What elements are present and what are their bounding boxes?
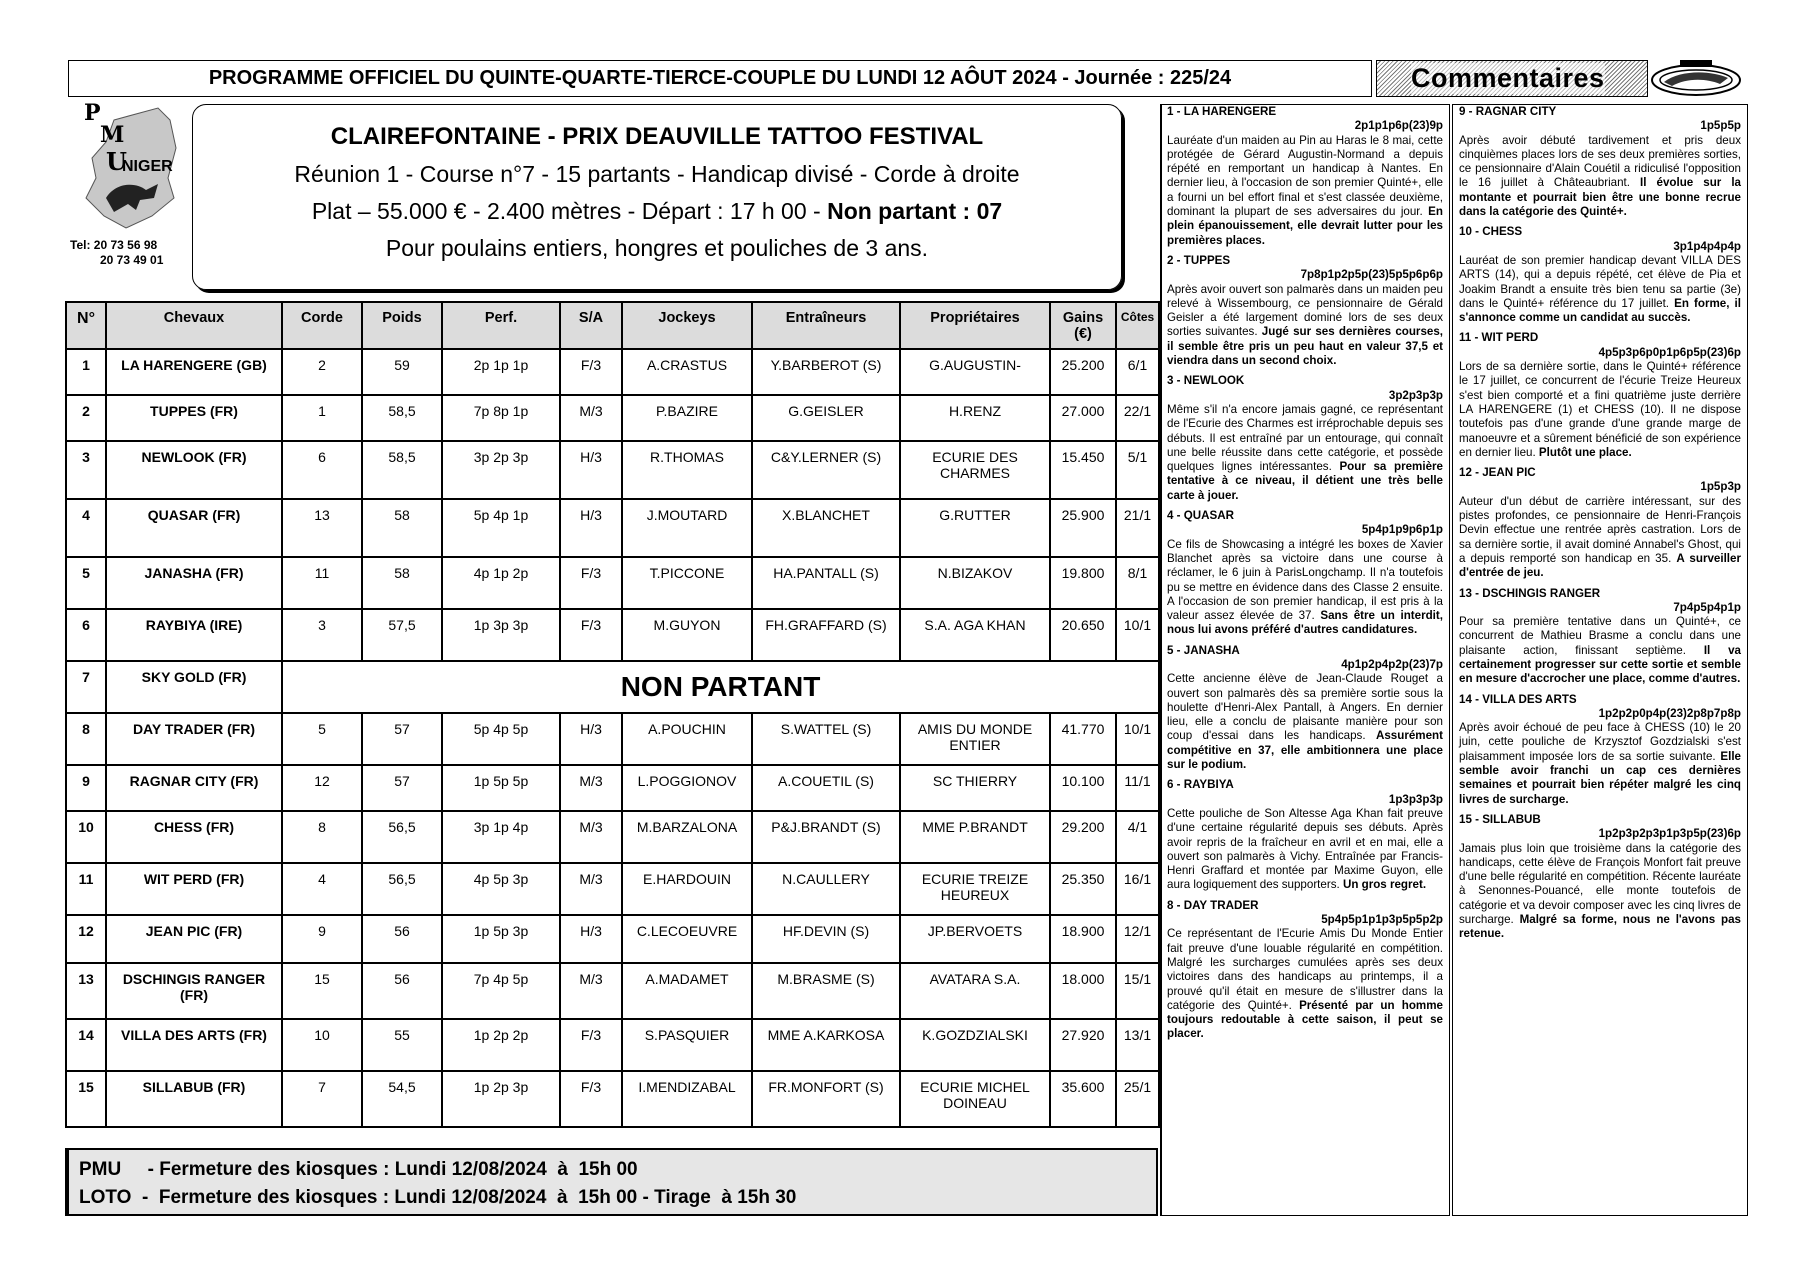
contact-phones: [70, 238, 190, 268]
comment-text: [1459, 495, 1741, 581]
comment-verdict: Malgré sa forme, nous ne l'avons pas retenue.: [1459, 913, 1741, 941]
cell-cheval: NEWLOOK (FR): [106, 441, 282, 499]
cell-num: 2: [66, 395, 106, 441]
cell-poids: 55: [362, 1019, 442, 1071]
cell-num: 6: [66, 609, 106, 661]
cell-proprietaire: K.GOZDZIALSKI: [900, 1019, 1050, 1071]
cell-jockey: S.PASQUIER: [622, 1019, 752, 1071]
table-row: [66, 441, 1159, 499]
cell-gains: 41.770: [1050, 713, 1116, 765]
table-row: [66, 1071, 1159, 1127]
cell-proprietaire: G.RUTTER: [900, 499, 1050, 557]
cell-jockey: I.MENDIZABAL: [622, 1071, 752, 1127]
comment-horse-heading: 6 - RAYBIYA: [1167, 778, 1234, 792]
loto-closing: LOTO - Fermeture des kiosques : Lundi 12/08/2024 à 15h 00 - Tirage à 15h 30: [79, 1187, 797, 1208]
cell-cote: 10/1: [1116, 609, 1159, 661]
table-row: [66, 713, 1159, 765]
comment-performances: 3p1p4p4p4p: [1673, 239, 1741, 253]
cell-perf: 1p 5p 5p: [442, 765, 560, 811]
cell-cote: 6/1: [1116, 349, 1159, 395]
cell-sa: M/3: [560, 863, 622, 915]
logo-letter-p: P: [84, 100, 101, 126]
cell-poids: 58,5: [362, 441, 442, 499]
cell-gains: 20.650: [1050, 609, 1116, 661]
cell-cheval: QUASAR (FR): [106, 499, 282, 557]
cell-cheval: TUPPES (FR): [106, 395, 282, 441]
cell-entraineur: G.GEISLER: [752, 395, 900, 441]
cell-poids: 57: [362, 713, 442, 765]
comment-item: [1167, 644, 1443, 773]
cell-num: 15: [66, 1071, 106, 1127]
cell-gains: 35.600: [1050, 1071, 1116, 1127]
comment-text: [1167, 672, 1443, 772]
col-header-proprietaires: Propriétaires: [900, 302, 1050, 349]
comment-horse-heading: 13 - DSCHINGIS RANGER: [1459, 586, 1601, 600]
table-row: [66, 1019, 1159, 1071]
comment-verdict: Assurément compétitive en 37, elle ambitionnera une place sur le podium.: [1167, 729, 1443, 772]
race-details: Réunion 1 - Course n°7 - 15 partants - Handicap divisé - Corde à droite: [294, 161, 1020, 187]
cell-perf: 4p 1p 2p: [442, 557, 560, 609]
cell-gains: 19.800: [1050, 557, 1116, 609]
cell-perf: 3p 2p 3p: [442, 441, 560, 499]
cell-sa: M/3: [560, 765, 622, 811]
cell-poids: 58: [362, 557, 442, 609]
cell-jockey: A.POUCHIN: [622, 713, 752, 765]
col-header-entraineurs: Entraîneurs: [752, 302, 900, 349]
comment-text: [1167, 538, 1443, 638]
table-row: [66, 499, 1159, 557]
comment-item: [1167, 254, 1443, 368]
comment-body: Lauréat de son premier handicap devant VILLA DES ARTS (14), qui a depuis répété, cet élève de Pia et Joakim Brandt a ensuite très bien tenu sa partie (3e) dans le Quinté+ référence du 17 juillet.: [1459, 253, 1741, 310]
cell-sa: F/3: [560, 349, 622, 395]
cell-entraineur: N.CAULLERY: [752, 863, 900, 915]
cell-perf: 5p 4p 5p: [442, 713, 560, 765]
cell-poids: 56,5: [362, 863, 442, 915]
cell-num: 13: [66, 963, 106, 1019]
cell-num: 1: [66, 349, 106, 395]
comment-body: Jamais plus loin que troisième dans la catégorie des handicaps, cette élève de François Monfort fait preuve d'une belle régularité en compétition. Récente lauréate à Senonnes-Pouancé, elle monte toutefois de catégorie et va devoir composer avec les cinq livres de surcharge.: [1459, 841, 1741, 927]
cell-gains: 27.000: [1050, 395, 1116, 441]
cell-poids: 56,5: [362, 811, 442, 863]
logo-niger: NIGER: [122, 158, 173, 175]
commentaires-title: Commentaires: [1411, 63, 1605, 93]
comments-column-1: [1160, 104, 1450, 1216]
comment-performances: 7p8p1p2p5p(23)5p5p6p6p: [1300, 268, 1443, 282]
cell-perf: 2p 1p 1p: [442, 349, 560, 395]
cell-gains: 29.200: [1050, 811, 1116, 863]
cell-entraineur: A.COUETIL (S): [752, 765, 900, 811]
cell-entraineur: HA.PANTALL (S): [752, 557, 900, 609]
comment-horse-heading: 3 - NEWLOOK: [1167, 374, 1245, 388]
comment-text: [1167, 283, 1443, 369]
cell-corde: 1: [282, 395, 362, 441]
comment-horse-heading: 14 - VILLA DES ARTS: [1459, 692, 1577, 706]
cell-entraineur: C&Y.LERNER (S): [752, 441, 900, 499]
cell-cheval: SKY GOLD (FR): [106, 661, 282, 713]
cell-proprietaire: ECURIE TREIZE HEUREUX: [900, 863, 1050, 915]
table-row: [66, 765, 1159, 811]
phone-1: Tel: 20 73 56 98: [70, 238, 158, 252]
cell-sa: M/3: [560, 395, 622, 441]
cell-proprietaire: G.AUGUSTIN-: [900, 349, 1050, 395]
cell-cote: 22/1: [1116, 395, 1159, 441]
cell-proprietaire: H.RENZ: [900, 395, 1050, 441]
cell-poids: 57,5: [362, 609, 442, 661]
col-header-jockeys: Jockeys: [622, 302, 752, 349]
table-row: [66, 349, 1159, 395]
cell-sa: F/3: [560, 1019, 622, 1071]
comment-text: [1167, 807, 1443, 893]
cell-poids: 56: [362, 915, 442, 963]
comment-verdict: En forme, il s'annonce comme un candidat au succès.: [1459, 296, 1741, 325]
comment-item: [1167, 899, 1443, 1042]
comment-item: [1167, 509, 1443, 638]
comment-horse-heading: 9 - RAGNAR CITY: [1459, 105, 1557, 118]
cell-jockey: P.BAZIRE: [622, 395, 752, 441]
cell-entraineur: MME A.KARKOSA: [752, 1019, 900, 1071]
comment-verdict: Un gros regret.: [1342, 878, 1427, 892]
comment-body: Ce représentant de l'Ecurie Amis Du Monde Entier fait preuve d'une louable régularité en compétition. Malgré les surcharges cumulées après ses deux victoires dans des handicaps au printemps, il a prouvé qu'il était en mesure de s'illustrer dans la catégorie des Quinté+.: [1167, 927, 1443, 1012]
cell-jockey: E.HARDOUIN: [622, 863, 752, 915]
col-header-num: N°: [66, 302, 106, 349]
cell-corde: 11: [282, 557, 362, 609]
cell-proprietaire: AMIS DU MONDE ENTIER: [900, 713, 1050, 765]
cell-poids: 58,5: [362, 395, 442, 441]
cell-num: 10: [66, 811, 106, 863]
cell-cheval: WIT PERD (FR): [106, 863, 282, 915]
table-row: [66, 811, 1159, 863]
lonani-logo-icon: [1650, 58, 1742, 98]
comment-verdict: Plutôt une place.: [1538, 445, 1632, 459]
cell-entraineur: X.BLANCHET: [752, 499, 900, 557]
comment-item: [1459, 587, 1741, 687]
cell-cote: 13/1: [1116, 1019, 1159, 1071]
cell-entraineur: P&J.BRANDT (S): [752, 811, 900, 863]
cell-corde: 15: [282, 963, 362, 1019]
col-header-sa: S/A: [560, 302, 622, 349]
comment-performances: 7p4p5p4p1p: [1673, 600, 1741, 614]
col-header-poids: Poids: [362, 302, 442, 349]
cell-sa: F/3: [560, 609, 622, 661]
cell-jockey: C.LECOEUVRE: [622, 915, 752, 963]
comment-performances: 1p2p2p0p4p(23)2p8p7p8p: [1598, 706, 1741, 720]
cell-cote: 5/1: [1116, 441, 1159, 499]
cell-cote: 11/1: [1116, 765, 1159, 811]
comment-performances: 5p4p5p1p1p3p5p5p2p: [1321, 913, 1443, 927]
table-row: [66, 661, 1159, 713]
cell-proprietaire: MME P.BRANDT: [900, 811, 1050, 863]
cell-sa: F/3: [560, 1071, 622, 1127]
cell-num: 11: [66, 863, 106, 915]
cell-corde: 10: [282, 1019, 362, 1071]
cell-entraineur: M.BRASME (S): [752, 963, 900, 1019]
comment-item: [1459, 105, 1741, 219]
col-header-gains: Gains (€): [1050, 302, 1116, 349]
comment-body: Lauréate d'un maiden au Pin au Haras le 8 mai, cette protégée de Gérard Augustin-Normand a depuis répété en remportant un handicap à Nantes. En dernier lieu, à l'occasion de son premier Quinté+, elle a fourni un bel effort final et s'est classée deuxième, dominant la plupart de ses adversaires du jour.: [1167, 133, 1443, 219]
comment-item: [1167, 105, 1443, 248]
cell-poids: 58: [362, 499, 442, 557]
cell-perf: 1p 3p 3p: [442, 609, 560, 661]
cell-cote: 8/1: [1116, 557, 1159, 609]
cell-num: 5: [66, 557, 106, 609]
comment-horse-heading: 12 - JEAN PIC: [1459, 466, 1536, 480]
non-partant-cell: NON PARTANT: [282, 661, 1159, 713]
cell-num: 14: [66, 1019, 106, 1071]
commentaires-header: [1376, 60, 1648, 97]
comment-body: Ce fils de Showcasing a intégré les boxes de Xavier Blanchet après sa victoire dans une course à réclamer, le 6 juin à ParisLongchamp. Il n'a toutefois pu se mettre en évidence dans des Classe 2 ensuite. A l'occasion de son premier handicap, il est pris à la valeur assez élevée de 37.: [1167, 537, 1443, 623]
comment-verdict: Pour sa première tentative à ce niveau, il détient une très belle carte à jouer.: [1167, 460, 1443, 502]
cell-num: 3: [66, 441, 106, 499]
programme-title: PROGRAMME OFFICIEL DU QUINTE-QUARTE-TIERCE-COUPLE DU LUNDI 12 AÔUT 2024 - Journée : 225/24: [68, 60, 1372, 97]
cell-corde: 9: [282, 915, 362, 963]
cell-perf: 7p 8p 1p: [442, 395, 560, 441]
cell-sa: H/3: [560, 915, 622, 963]
table-row: [66, 395, 1159, 441]
comment-verdict: Présenté par un homme toujours redoutable à cette saison, il peut se placer.: [1167, 998, 1443, 1041]
cell-jockey: J.MOUTARD: [622, 499, 752, 557]
table-row: [66, 609, 1159, 661]
cell-jockey: A.CRASTUS: [622, 349, 752, 395]
cell-proprietaire: N.BIZAKOV: [900, 557, 1050, 609]
cell-proprietaire: ECURIE MICHEL DOINEAU: [900, 1071, 1050, 1127]
cell-poids: 56: [362, 963, 442, 1019]
cell-corde: 8: [282, 811, 362, 863]
comment-performances: 5p4p1p9p6p1p: [1361, 523, 1443, 537]
cell-jockey: M.GUYON: [622, 609, 752, 661]
comment-verdict: Il va certainement progresser sur cette sortie et semble en mesure d'accrocher une place, comme d'autres.: [1459, 643, 1742, 686]
comment-performances: 2p1p1p6p(23)9p: [1354, 119, 1443, 133]
comment-item: [1459, 225, 1741, 325]
cell-cote: 4/1: [1116, 811, 1159, 863]
cell-entraineur: FR.MONFORT (S): [752, 1071, 900, 1127]
cell-corde: 5: [282, 713, 362, 765]
cell-perf: 4p 5p 3p: [442, 863, 560, 915]
cell-corde: 2: [282, 349, 362, 395]
cell-gains: 25.900: [1050, 499, 1116, 557]
comment-performances: 4p1p2p4p2p(23)7p: [1341, 657, 1443, 671]
cell-num: 9: [66, 765, 106, 811]
comments-column-2: [1452, 104, 1748, 1216]
cell-proprietaire: S.A. AGA KHAN: [900, 609, 1050, 661]
cell-gains: 18.000: [1050, 963, 1116, 1019]
comment-performances: 3p2p3p3p: [1388, 388, 1443, 402]
comment-item: [1459, 466, 1741, 580]
cell-gains: 18.900: [1050, 915, 1116, 963]
cell-corde: 13: [282, 499, 362, 557]
cell-perf: 7p 4p 5p: [442, 963, 560, 1019]
table-row: [66, 963, 1159, 1019]
comment-performances: 1p2p3p2p3p1p3p5p(23)6p: [1598, 827, 1741, 841]
cell-cheval: DAY TRADER (FR): [106, 713, 282, 765]
comment-text: [1459, 615, 1741, 686]
cell-entraineur: S.WATTEL (S): [752, 713, 900, 765]
comment-horse-heading: 1 - LA HARENGERE: [1167, 105, 1277, 118]
cell-gains: 27.920: [1050, 1019, 1116, 1071]
comment-body: Après avoir ouvert son palmarès dans un maiden peu relevé à Wissembourg, ce pensionnaire de Gérald Geisler a été largement dominé lors de ses deux sorties suivantes.: [1167, 282, 1443, 339]
cell-cheval: RAGNAR CITY (FR): [106, 765, 282, 811]
comment-body: Après avoir débuté tardivement et pris deux cinquièmes places lors de ses deux premières sorties, ce pensionnaire d'Alain Couétil a ridiculisé l'opposition le 16 juillet à Châteaubriant.: [1459, 133, 1741, 190]
cell-cheval: RAYBIYA (IRE): [106, 609, 282, 661]
comment-verdict: Elle semble avoir franchi un cap ces dernières semaines et pourrait bien répéter malgré les cinq livres de surcharge.: [1459, 749, 1741, 806]
logo-letter-u: U: [106, 147, 127, 176]
cell-sa: M/3: [560, 963, 622, 1019]
comment-text: [1459, 254, 1741, 325]
comment-body: Lors de sa dernière sortie, dans le Quinté+ référence le 17 juillet, ce concurrent de l'écurie Treize Heureux s'est bien comporté et a fini quatrième juste derrière LA HARENGERE (1) et CHESS (10). Il ne dispose toutefois pas d'une grande d'une grande marge de manoeuvre et a sûrement bénéficié de son expérience en dernier lieu.: [1459, 360, 1741, 459]
comment-horse-heading: 11 - WIT PERD: [1459, 331, 1539, 345]
cell-gains: 25.200: [1050, 349, 1116, 395]
cell-sa: M/3: [560, 811, 622, 863]
cell-proprietaire: ECURIE DES CHARMES: [900, 441, 1050, 499]
comment-horse-heading: 5 - JANASHA: [1167, 643, 1240, 657]
comment-horse-heading: 2 - TUPPES: [1167, 253, 1231, 267]
cell-jockey: T.PICCONE: [622, 557, 752, 609]
cell-cheval: VILLA DES ARTS (FR): [106, 1019, 282, 1071]
cell-cheval: SILLABUB (FR): [106, 1071, 282, 1127]
comment-text: [1459, 721, 1741, 807]
col-header-chevaux: Chevaux: [106, 302, 282, 349]
cell-gains: 15.450: [1050, 441, 1116, 499]
comment-text: [1459, 134, 1741, 220]
cell-perf: 1p 2p 3p: [442, 1071, 560, 1127]
cell-cheval: LA HARENGERE (GB): [106, 349, 282, 395]
cell-cheval: CHESS (FR): [106, 811, 282, 863]
cell-cote: 12/1: [1116, 915, 1159, 963]
cell-jockey: M.BARZALONA: [622, 811, 752, 863]
col-header-perf: Perf.: [442, 302, 560, 349]
cell-corde: 12: [282, 765, 362, 811]
cell-perf: 5p 4p 1p: [442, 499, 560, 557]
cell-sa: H/3: [560, 499, 622, 557]
cell-corde: 3: [282, 609, 362, 661]
comment-verdict: En plein épanouissement, elle devrait lutter pour les premières places.: [1167, 205, 1443, 247]
phone-2: 20 73 49 01: [100, 253, 164, 267]
cell-cote: 21/1: [1116, 499, 1159, 557]
cell-entraineur: HF.DEVIN (S): [752, 915, 900, 963]
cell-cote: 10/1: [1116, 713, 1159, 765]
table-row: [66, 863, 1159, 915]
cell-corde: 4: [282, 863, 362, 915]
comment-body: Même s'il n'a encore jamais gagné, ce représentant de l'Ecurie des Charmes est irréprochable depuis ses débuts. Il est entraîné par un entourage, qui connaît une belle réussite dans cette catégorie, et possède quelques lignes intéressantes.: [1167, 402, 1443, 474]
comment-text: [1167, 927, 1443, 1041]
comment-body: Auteur d'un début de carrière intéressant, sur des pistes profondes, ce pensionnaire de Henri-François Devin effectue une rentrée après castration. Lors de sa dernière sortie, il avait dominé Annabel's Ghost, qui a depuis remporté son handicap en 35.: [1459, 494, 1741, 565]
race-info-box: [192, 104, 1122, 290]
cell-jockey: A.MADAMET: [622, 963, 752, 1019]
comment-text: [1459, 842, 1741, 942]
comment-performances: 1p5p5p: [1700, 119, 1741, 133]
comment-verdict: A surveiller d'entrée de jeu.: [1459, 551, 1741, 580]
kiosk-closing-footer: [65, 1148, 1158, 1216]
comment-text: [1167, 403, 1443, 503]
comment-item: [1459, 331, 1741, 460]
cell-corde: 7: [282, 1071, 362, 1127]
comment-verdict: Il évolue sur la montante et pourrait bien être une bonne recrue dans la catégorie des Quinté+.: [1459, 176, 1741, 219]
comment-horse-heading: 15 - SILLABUB: [1459, 812, 1541, 826]
cell-cheval: JEAN PIC (FR): [106, 915, 282, 963]
comment-body: Cette ancienne élève de Jean-Claude Rouget a ouvert son palmarès dès sa première sortie sous la houlette d'Henri-Alex Pantall, à Angers. En dernier lieu, elle a conclu de plaisante manière pour son coup d'essai dans les handicaps.: [1167, 672, 1443, 743]
comment-horse-heading: 10 - CHESS: [1459, 225, 1523, 239]
cell-proprietaire: SC THIERRY: [900, 765, 1050, 811]
cell-sa: F/3: [560, 557, 622, 609]
comment-horse-heading: 8 - DAY TRADER: [1167, 898, 1259, 912]
cell-proprietaire: AVATARA S.A.: [900, 963, 1050, 1019]
cell-proprietaire: JP.BERVOETS: [900, 915, 1050, 963]
non-partant-notice: Non partant : 07: [827, 198, 1003, 224]
cell-cote: 16/1: [1116, 863, 1159, 915]
table-row: [66, 915, 1159, 963]
cell-num: 4: [66, 499, 106, 557]
race-eligibility: Pour poulains entiers, hongres et pouliches de 3 ans.: [385, 235, 929, 261]
cell-entraineur: Y.BARBEROT (S): [752, 349, 900, 395]
cell-num: 8: [66, 713, 106, 765]
comment-body: Pour sa première tentative dans un Quinté+, ce concurrent de Mathieu Brasme a conclu dans une plaisante action, finissant septième.: [1459, 615, 1741, 657]
comment-item: [1459, 813, 1741, 942]
cell-cheval: DSCHINGIS RANGER (FR): [106, 963, 282, 1019]
cell-sa: H/3: [560, 713, 622, 765]
race-conditions: Plat – 55.000 € - 2.400 mètres - Départ : 17 h 00 - Non partant : 07: [311, 198, 1003, 224]
cell-poids: 57: [362, 765, 442, 811]
comment-performances: 4p5p3p6p0p1p6p5p(23)6p: [1598, 345, 1741, 359]
cell-poids: 59: [362, 349, 442, 395]
pmu-closing: PMU - Fermeture des kiosques : Lundi 12/08/2024 à 15h 00: [79, 1159, 638, 1180]
comment-performances: 1p5p3p: [1700, 480, 1741, 494]
cell-num: 12: [66, 915, 106, 963]
col-header-corde: Corde: [282, 302, 362, 349]
race-title: CLAIREFONTAINE - PRIX DEAUVILLE TATTOO FESTIVAL: [330, 123, 984, 150]
table-row: [66, 557, 1159, 609]
comment-item: [1459, 693, 1741, 807]
runners-table: [65, 301, 1160, 1128]
comment-text: [1459, 360, 1741, 460]
comment-body: Cette pouliche de Son Altesse Aga Khan fait preuve d'une certaine régularité depuis ses débuts. Après avoir repris de la fraîcheur en avril et en mai, elle a ouvert son palmarès à Vichy. Entraînée par Francis-Henri Graffard et montée par Maxime Guyon, elle aura logiquement des supporters.: [1167, 806, 1443, 892]
comment-horse-heading: 4 - QUASAR: [1167, 509, 1234, 523]
cell-cote: 15/1: [1116, 963, 1159, 1019]
cell-gains: 10.100: [1050, 765, 1116, 811]
cell-corde: 6: [282, 441, 362, 499]
cell-num: 7: [66, 661, 106, 713]
cell-perf: 3p 1p 4p: [442, 811, 560, 863]
cell-perf: 1p 2p 2p: [442, 1019, 560, 1071]
comment-item: [1167, 778, 1443, 892]
table-header-row: [66, 302, 1159, 349]
col-header-cotes: Côtes: [1116, 302, 1159, 349]
cell-perf: 1p 5p 3p: [442, 915, 560, 963]
comment-performances: 1p3p3p3p: [1388, 792, 1443, 806]
comment-verdict: Sans être un interdit, nous lui avons préféré d'autres candidatures.: [1167, 609, 1443, 637]
cell-cote: 25/1: [1116, 1071, 1159, 1127]
cell-jockey: R.THOMAS: [622, 441, 752, 499]
comment-verdict: Jugé sur ses dernières courses, il semble être pris un peu haut en valeur 37,5 et viendra dans un second choix.: [1167, 325, 1444, 368]
cell-sa: H/3: [560, 441, 622, 499]
comment-body: Après avoir échoué de peu face à CHESS (10) le 20 juin, cette pouliche de Krzysztof Gozdzialski s'est plaisamment imposée lors de sa sortie suivante.: [1459, 721, 1741, 763]
cell-gains: 25.350: [1050, 863, 1116, 915]
cell-poids: 54,5: [362, 1071, 442, 1127]
pmu-letters: [84, 100, 127, 176]
comment-text: [1167, 134, 1443, 248]
cell-entraineur: FH.GRAFFARD (S): [752, 609, 900, 661]
cell-jockey: L.POGGIONOV: [622, 765, 752, 811]
pmu-niger-logo-icon: [66, 98, 184, 248]
comment-item: [1167, 374, 1443, 503]
logo-letter-m: M: [100, 122, 125, 148]
cell-cheval: JANASHA (FR): [106, 557, 282, 609]
